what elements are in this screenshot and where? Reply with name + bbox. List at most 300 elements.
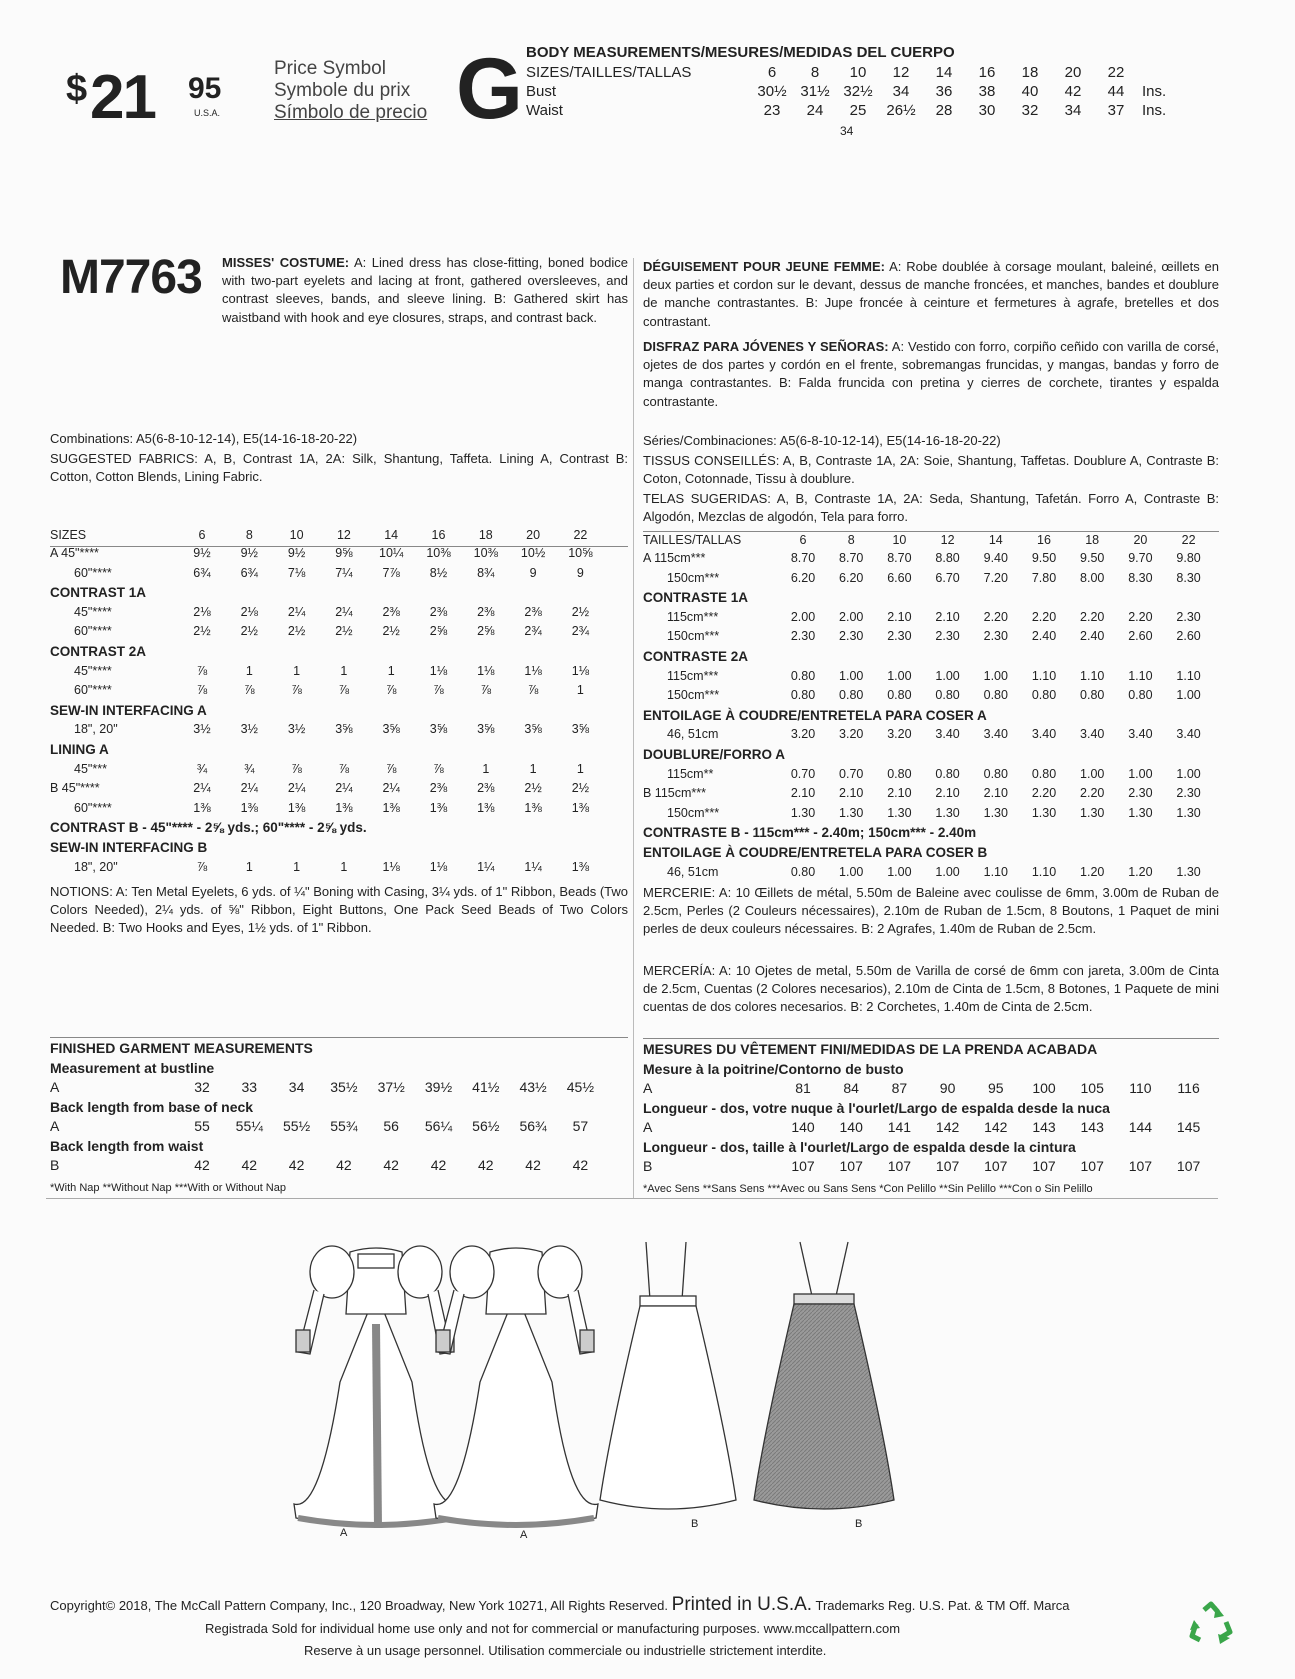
table-section-label: ENTOILAGE À COUDRE/ENTRETELA PARA COSER B [643, 845, 988, 860]
table-cell: 3.40 [1080, 727, 1105, 742]
fm-cell: 42 [383, 1157, 399, 1173]
fr-finished-measurements [643, 1041, 1233, 1201]
table-cell: 7.20 [983, 570, 1008, 585]
footer-copyright: Copyright© 2018, The McCall Pattern Company, Inc., 120 Broadway, New York 10271, All Rights Reserved. [50, 1598, 669, 1613]
table-cell: 3½ [193, 722, 211, 737]
table-row-label: 46, 51cm [667, 864, 719, 879]
body-meas-unit-bust: Ins. [1142, 83, 1167, 100]
table-cell: 2.30 [839, 629, 864, 644]
table-cell: 1⅜ [382, 800, 400, 815]
fm-cell: 142 [935, 1119, 960, 1135]
fm-title: MESURES DU VÊTEMENT FINI/MEDIDAS DE LA PRENDA ACABADA [643, 1041, 1098, 1057]
body-meas-note: 34 [840, 124, 854, 138]
table-cell: 1.00 [983, 668, 1008, 683]
table-cell: 10⅜ [426, 546, 451, 560]
table-cell: 2.20 [1080, 786, 1105, 801]
table-header-size: 12 [336, 528, 351, 542]
table-cell: 8.00 [1080, 570, 1105, 585]
table-header-size: 20 [1133, 533, 1148, 547]
table-cell: 1.10 [1128, 668, 1153, 683]
table-cell: 1⅛ [477, 663, 495, 678]
fm-cell: 45½ [566, 1079, 595, 1095]
en-notions: NOTIONS: A: Ten Metal Eyelets, 6 yds. of ¼" Boning with Casing, 3¼ yds. of 1" Ribbon, Beads (Two Colors Needed), 2¼ yds. of ⅝" Ribbon, Eight Buttons, One Pack Seed Beads of Two Colors Needed. B: Two Hooks and Eyes, 1½ yds. of 1" Ribbon. [50, 884, 628, 936]
price-symbol-en: Price Symbol [274, 58, 386, 79]
body-meas-waist: 24 [806, 102, 824, 119]
table-cell: 0.70 [839, 766, 864, 781]
table-row-label: 150cm*** [667, 570, 720, 585]
table-cell: 2.10 [983, 786, 1008, 801]
table-cell: 9.50 [1031, 551, 1057, 565]
table-cell: 6.20 [790, 570, 816, 585]
fm-cell: 144 [1128, 1119, 1153, 1135]
fm-cell: 141 [887, 1119, 912, 1135]
fm-cell: 56¼ [424, 1118, 453, 1134]
table-cell: 1.20 [1128, 864, 1153, 879]
table-cell: 2¼ [335, 781, 353, 796]
footer-printed: Printed in U.S.A. [671, 1594, 813, 1615]
body-meas-waist: 28 [935, 102, 953, 119]
table-cell: ⅞ [196, 683, 208, 698]
fm-view: A [50, 1079, 60, 1095]
table-cell: 1.10 [1031, 668, 1057, 683]
fm-title: FINISHED GARMENT MEASUREMENTS [50, 1040, 313, 1056]
table-row-label: 18", 20" [74, 859, 118, 874]
view-a-back-drawing [434, 1246, 598, 1525]
table-cell: 8.30 [1128, 570, 1153, 585]
table-cell: 1 [387, 663, 395, 678]
table-row-label: 46, 51cm [667, 727, 719, 742]
body-meas-waist-label: Waist [526, 102, 563, 119]
table-cell: 2¼ [382, 781, 400, 796]
table-cell: 8¾ [477, 565, 495, 580]
fr-combinations: Séries/Combinaciones: A5(6-8-10-12-14), E5(14-16-18-20-22) [643, 433, 1001, 448]
table-cell: 10⅝ [568, 546, 593, 560]
en-fm-rule [50, 1037, 628, 1038]
table-cell: 2½ [335, 624, 353, 639]
table-cell: 1.30 [1176, 805, 1201, 820]
table-cell: 10⅜ [473, 546, 498, 560]
fm-view: A [50, 1118, 60, 1134]
fm-heading: Back length from waist [50, 1138, 204, 1154]
table-cell: 2⅛ [240, 604, 258, 619]
table-cell: 2¼ [240, 781, 258, 796]
fm-heading: Mesure à la poitrine/Contorno de busto [643, 1061, 904, 1077]
table-cell: 2.20 [1031, 609, 1057, 624]
price-cents: 95 [188, 72, 222, 105]
table-cell: 0.80 [887, 688, 912, 703]
table-cell: 3⅝ [429, 722, 448, 737]
price-symbol-fr: Symbole du prix [274, 80, 411, 101]
table-cell: 1.20 [1080, 864, 1105, 879]
price-whole: 21 [90, 63, 155, 132]
table-cell: 1⅜ [429, 800, 448, 815]
desc-fr-title: DÉGUISEMENT POUR JEUNE FEMME: [643, 259, 886, 274]
fm-cell: 142 [984, 1119, 1008, 1135]
table-cell: 1.30 [1128, 805, 1153, 820]
table-header-size: 10 [892, 533, 907, 547]
table-cell: 1.30 [1080, 805, 1105, 820]
table-cell: 6.60 [887, 570, 912, 585]
table-cell: ⅞ [196, 859, 208, 874]
fm-cell: 140 [839, 1119, 863, 1135]
table-cell: ¾ [244, 761, 255, 776]
table-cell: 1.00 [839, 668, 864, 683]
table-cell: 1⅛ [429, 859, 448, 874]
table-section-label: LINING A [50, 742, 109, 757]
body-meas-waist: 25 [849, 102, 867, 119]
fm-cell: 33 [241, 1079, 258, 1095]
table-cell: 2.10 [887, 786, 912, 801]
view-a-front-drawing [294, 1246, 458, 1528]
table-cell: 2⅝ [429, 624, 448, 639]
body-meas-size: 16 [978, 64, 996, 81]
table-cell: 1 [340, 663, 348, 678]
desc-en [222, 254, 628, 327]
body-meas-sizes-label: SIZES/TAILLES/TALLAS [526, 64, 692, 81]
fm-cell: 140 [791, 1119, 815, 1135]
table-cell: ⅞ [385, 683, 397, 698]
table-cell: 7⅛ [287, 565, 306, 580]
fm-cell: 100 [1032, 1080, 1056, 1096]
table-section-label: DOUBLURE/FORRO A [643, 747, 785, 762]
table-cell: 0.80 [790, 688, 816, 703]
fm-cell: 105 [1080, 1080, 1104, 1096]
table-cell: 8.70 [839, 551, 864, 565]
table-cell: 1.00 [887, 864, 912, 879]
table-cell: 1⅜ [287, 800, 306, 815]
body-meas-bust: 36 [935, 83, 953, 100]
table-cell: 2¼ [287, 604, 306, 619]
table-cell: 1⅜ [571, 800, 590, 815]
en-fabrics: SUGGESTED FABRICS: A, B, Contrast 1A, 2A: Silk, Shantung, Taffeta. Lining A, Contrast B: Cotton, Cotton Blends, Lining Fabric. [50, 451, 628, 485]
fm-heading: Measurement at bustline [50, 1060, 215, 1076]
table-cell: 2¼ [335, 604, 353, 619]
table-cell: 1⅜ [193, 800, 211, 815]
fm-cell: 90 [939, 1080, 956, 1096]
table-cell: 3.40 [1031, 727, 1057, 742]
table-row-label: 60"**** [74, 683, 112, 698]
table-cell: 1 [340, 859, 348, 874]
body-meas-size: 22 [1107, 64, 1125, 81]
fm-cell: 42 [288, 1157, 305, 1173]
body-meas-waist: 34 [1064, 102, 1082, 119]
table-cell: 1.30 [1176, 864, 1201, 879]
table-cell: ¾ [196, 761, 208, 776]
table-cell: 1.00 [1080, 766, 1105, 781]
table-cell: 1 [482, 761, 490, 776]
table-cell: 2½ [571, 781, 590, 796]
view-b-back-drawing [754, 1242, 894, 1509]
table-cell: 1.30 [887, 805, 912, 820]
table-section-label: CONTRASTE 2A [643, 649, 749, 664]
table-header-size: 16 [431, 528, 446, 542]
table-cell: 1.00 [935, 668, 960, 683]
table-cell: ⅞ [433, 761, 444, 776]
table-cell: 1.00 [1128, 766, 1153, 781]
table-cell: 2.10 [887, 609, 912, 624]
table-cell: 1 [245, 859, 253, 874]
fm-cell: 116 [1177, 1080, 1200, 1096]
table-header-size: 18 [478, 528, 493, 542]
fm-view: B [50, 1157, 60, 1173]
fr-table-rule [643, 531, 1219, 532]
table-cell: 0.80 [935, 688, 960, 703]
table-header-size: 16 [1037, 533, 1051, 547]
table-header-size: 14 [384, 528, 399, 542]
fm-cell: 39½ [424, 1079, 453, 1095]
table-cell: 3⅝ [524, 722, 542, 737]
table-cell: 2.40 [1080, 629, 1105, 644]
body-meas-size: 12 [892, 64, 910, 81]
fm-cell: 55½ [282, 1118, 311, 1134]
body-meas-waist: 37 [1107, 102, 1125, 119]
table-cell: 1.00 [839, 864, 864, 879]
table-cell: 2⅜ [429, 604, 448, 619]
body-meas-size: 14 [935, 64, 953, 81]
table-cell: 0.80 [1080, 688, 1105, 703]
table-cell: 9 [576, 565, 584, 580]
table-cell: 3.20 [790, 727, 816, 742]
table-cell: 2.30 [1176, 609, 1201, 624]
table-cell: 1⅛ [524, 663, 542, 678]
table-cell: 1⅜ [524, 800, 542, 815]
garment-illustrations [280, 1232, 960, 1542]
table-cell: 2¼ [287, 781, 306, 796]
fm-cell: 107 [1176, 1158, 1201, 1174]
fm-cell: 35½ [330, 1079, 358, 1095]
table-cell: 1.30 [983, 805, 1008, 820]
table-header-size: 22 [1181, 533, 1196, 547]
table-cell: 1.10 [983, 864, 1008, 879]
fm-cell: 107 [935, 1158, 960, 1174]
footer-line2: Registrada Sold for individual home use only and not for commercial or manufacturing purposes. www.mccallpattern.com [205, 1621, 901, 1636]
en-combinations: Combinations: A5(6-8-10-12-14), E5(14-16-18-20-22) [50, 431, 358, 446]
table-cell: 2.10 [790, 786, 816, 801]
fm-cell: 42 [572, 1157, 589, 1173]
fm-cell: 107 [984, 1158, 1008, 1174]
fm-cell: 55¾ [330, 1118, 358, 1134]
table-cell: 3.20 [839, 727, 864, 742]
fm-cell: 107 [1032, 1158, 1056, 1174]
table-cell: 1.00 [887, 668, 912, 683]
table-cell: 1⅛ [382, 859, 400, 874]
table-cell: 2⅜ [477, 781, 495, 796]
body-meas-bust: 44 [1107, 83, 1125, 100]
table-cell: 7.80 [1031, 570, 1057, 585]
table-cell: 9.80 [1176, 551, 1201, 565]
table-cell: 7¼ [335, 565, 353, 580]
es-fabrics: TELAS SUGERIDAS: A, B, Contraste 1A, 2A: Seda, Shantung, Tafetán. Forro A, Contraste B: Algodón, Mezclas de algodón, Tela para forro. [643, 491, 1219, 525]
table-cell: 1.30 [839, 805, 864, 820]
table-cell: 3.40 [1128, 727, 1153, 742]
table-cell: 2¾ [571, 624, 590, 639]
table-cell: 0.80 [983, 766, 1008, 781]
body-meas-bust: 42 [1064, 83, 1082, 100]
table-cell: 1⅜ [477, 800, 495, 815]
table-cell: 0.80 [790, 668, 816, 683]
table-cell: 2.20 [1128, 609, 1153, 624]
table-cell: ⅞ [196, 663, 208, 678]
table-cell: 8.30 [1176, 570, 1201, 585]
table-cell: 3½ [240, 722, 258, 737]
fm-cell: 42 [430, 1157, 447, 1173]
body-meas-size: 18 [1021, 64, 1039, 81]
table-cell: 1⅛ [571, 663, 590, 678]
view-b-front-drawing [600, 1242, 736, 1509]
table-row-label: B 115cm*** [643, 786, 706, 801]
table-row-label: 150cm*** [667, 805, 720, 820]
table-cell: 1.30 [935, 805, 960, 820]
pattern-number: M7763 [60, 251, 202, 304]
table-cell: 6¾ [193, 565, 211, 580]
price-symbol-es: Símbolo de precio [274, 102, 428, 123]
fm-cell: 37½ [377, 1079, 405, 1095]
table-cell: 1 [529, 761, 537, 776]
table-section-label: ENTOILAGE À COUDRE/ENTRETELA PARA COSER A [643, 707, 987, 723]
table-row-label: 115cm** [667, 766, 714, 781]
table-cell: ⅞ [338, 683, 350, 698]
table-cell: 8.80 [935, 551, 960, 565]
table-cell: 1 [293, 663, 301, 678]
table-cell: 1.10 [1176, 668, 1201, 683]
table-cell: 10½ [520, 546, 546, 560]
fm-cell: 56 [383, 1118, 399, 1134]
fm-cell: 55 [194, 1118, 210, 1134]
table-cell: 2½ [193, 624, 211, 639]
view-label-a2: A [520, 1529, 528, 1541]
table-cell: 9.50 [1080, 551, 1105, 565]
table-cell: 1.30 [790, 805, 816, 820]
table-cell: 2.40 [1031, 629, 1057, 644]
fr-yardage-table [643, 533, 1233, 893]
table-cell: 0.80 [935, 766, 960, 781]
price-symbol [274, 58, 427, 124]
table-cell: 1 [576, 761, 584, 776]
fm-cell: 42 [194, 1157, 210, 1173]
fm-view: A [643, 1080, 653, 1096]
desc-es [643, 338, 1219, 411]
fm-cell: 57 [572, 1118, 589, 1134]
table-cell: ⅞ [291, 683, 302, 698]
desc-es-title: DISFRAZ PARA JÓVENES Y SEÑORAS: [643, 339, 889, 354]
table-cell: 9 [529, 565, 537, 580]
es-merceria: MERCERÍA: A: 10 Ojetes de metal, 5.50m de Varilla de corsé de 6mm con jareta, 3.00m de Cinta de 2.5cm, Cuentas (2 Colores necesarios), 2.10m de Cinta de 1.5cm, 8 Botones, 1 Paquete de mini cuentas de dos colores necesarios. B: 2 Corchetes, 1.40m de Cinta de 2.5cm. [643, 963, 1219, 1015]
body-meas-bust: 38 [978, 83, 996, 100]
body-meas-bust: 32½ [843, 83, 873, 100]
footer-trademark: Trademarks Reg. U.S. Pat. & TM Off. Marca [815, 1598, 1070, 1613]
table-header-size: 18 [1085, 533, 1100, 547]
body-meas-size: 10 [849, 64, 867, 81]
fr-mercerie: MERCERIE: A: 10 Œillets de métal, 5.50m de Baleine avec coulisse de 6mm, 3.00m de Ruban de 2.5cm, Perles (2 Couleurs nécessaires), 2.10m de Ruban de 1.5cm, 8 Boutons, 1 Paquet de mini perles de deux couleurs nécessaires. B: 2 Agrafes, 1.40m de Ruban de 2.5cm. [643, 885, 1219, 937]
table-cell: 6.70 [935, 570, 960, 585]
table-cell: 1.00 [935, 864, 960, 879]
desc-en-title: MISSES' COSTUME: [222, 255, 350, 270]
table-cell: 1.10 [1080, 668, 1105, 683]
table-cell: 0.80 [839, 688, 864, 703]
fm-cell: 107 [791, 1158, 815, 1174]
fm-heading: Longueur - dos, taille à l'ourlet/Largo de espalda desde la cintura [643, 1139, 1076, 1155]
table-cell: 3⅝ [477, 722, 495, 737]
fm-cell: 42 [336, 1157, 352, 1173]
body-measurements [526, 44, 1206, 144]
table-cell: 1⅜ [240, 800, 258, 815]
table-cell: 2.60 [1128, 629, 1153, 644]
nap-note: *Avec Sens **Sans Sens ***Avec ou Sans Sens *Con Pelillo **Sin Pelillo ***Con o Sin Pelillo [643, 1183, 1093, 1195]
table-header-size: 12 [940, 533, 955, 547]
fm-cell: 95 [988, 1080, 1004, 1096]
fm-cell: 55¼ [235, 1118, 263, 1134]
table-row-label: 60"**** [74, 565, 112, 580]
table-cell: 0.80 [1128, 688, 1153, 703]
fm-heading: Longueur - dos, votre nuque à l'ourlet/Largo de espalda desde la nuca [643, 1100, 1110, 1116]
table-section-label: CONTRAST 2A [50, 644, 147, 659]
fr-fm-rule [643, 1038, 1219, 1039]
table-cell: 9½ [193, 546, 211, 560]
table-row-label: 45"**** [74, 604, 112, 619]
table-header-size: 14 [988, 533, 1003, 547]
table-cell: 10¼ [379, 546, 404, 560]
table-header-size: 6 [799, 533, 807, 547]
body-meas-size: 6 [767, 64, 777, 81]
table-header-size: 8 [245, 528, 253, 542]
table-row-label: A 45"**** [50, 546, 99, 560]
nap-note: *With Nap **Without Nap ***With or Without Nap [50, 1182, 286, 1194]
table-cell: ⅞ [244, 683, 255, 698]
table-cell: 3.20 [887, 727, 912, 742]
fm-cell: 145 [1176, 1119, 1201, 1135]
table-section-label: CONTRAST 1A [50, 585, 147, 601]
table-cell: 2⅝ [477, 624, 495, 639]
table-section-label: CONTRASTE 1A [643, 590, 749, 606]
table-row-label: 45"*** [74, 761, 107, 776]
table-cell: 1 [293, 859, 301, 874]
table-cell: 6¾ [240, 565, 258, 580]
fm-cell: 41½ [472, 1079, 500, 1095]
body-meas-bust: 30½ [757, 83, 787, 100]
table-cell: 1.00 [1176, 766, 1201, 781]
table-cell: 2.60 [1176, 629, 1201, 644]
table-cell: 2⅛ [193, 604, 211, 619]
footer-line1 [50, 1594, 1070, 1616]
fm-cell: 56½ [472, 1118, 500, 1134]
table-cell: ⅞ [527, 683, 539, 698]
table-cell: 8.70 [790, 551, 816, 565]
table-cell: 2.20 [1080, 609, 1105, 624]
recycle-icon [1186, 1600, 1236, 1650]
table-cell: 2.30 [790, 629, 816, 644]
table-cell: 2.00 [839, 609, 864, 624]
fm-cell: 84 [843, 1080, 859, 1096]
table-cell: 9.40 [983, 551, 1008, 565]
table-cell: 0.80 [983, 688, 1008, 703]
table-cell: 3.40 [983, 727, 1008, 742]
table-row-label: 115cm*** [667, 609, 719, 624]
table-cell: 9.70 [1128, 551, 1153, 565]
table-cell: 6.20 [839, 570, 864, 585]
table-row-label: 18", 20" [74, 722, 118, 737]
table-cell: 2.10 [935, 609, 960, 624]
bottom-rule [46, 1198, 1218, 1199]
table-cell: 7⅞ [382, 565, 400, 580]
table-header-label: TAILLES/TALLAS [643, 533, 742, 547]
grade-letter: G [456, 41, 523, 137]
table-row-label: 60"**** [74, 800, 112, 815]
fm-cell: 81 [795, 1080, 811, 1096]
table-header-size: 10 [289, 528, 304, 542]
table-cell: 1 [576, 683, 584, 698]
table-cell: 2¼ [193, 781, 211, 796]
table-cell: 2.10 [935, 786, 960, 801]
